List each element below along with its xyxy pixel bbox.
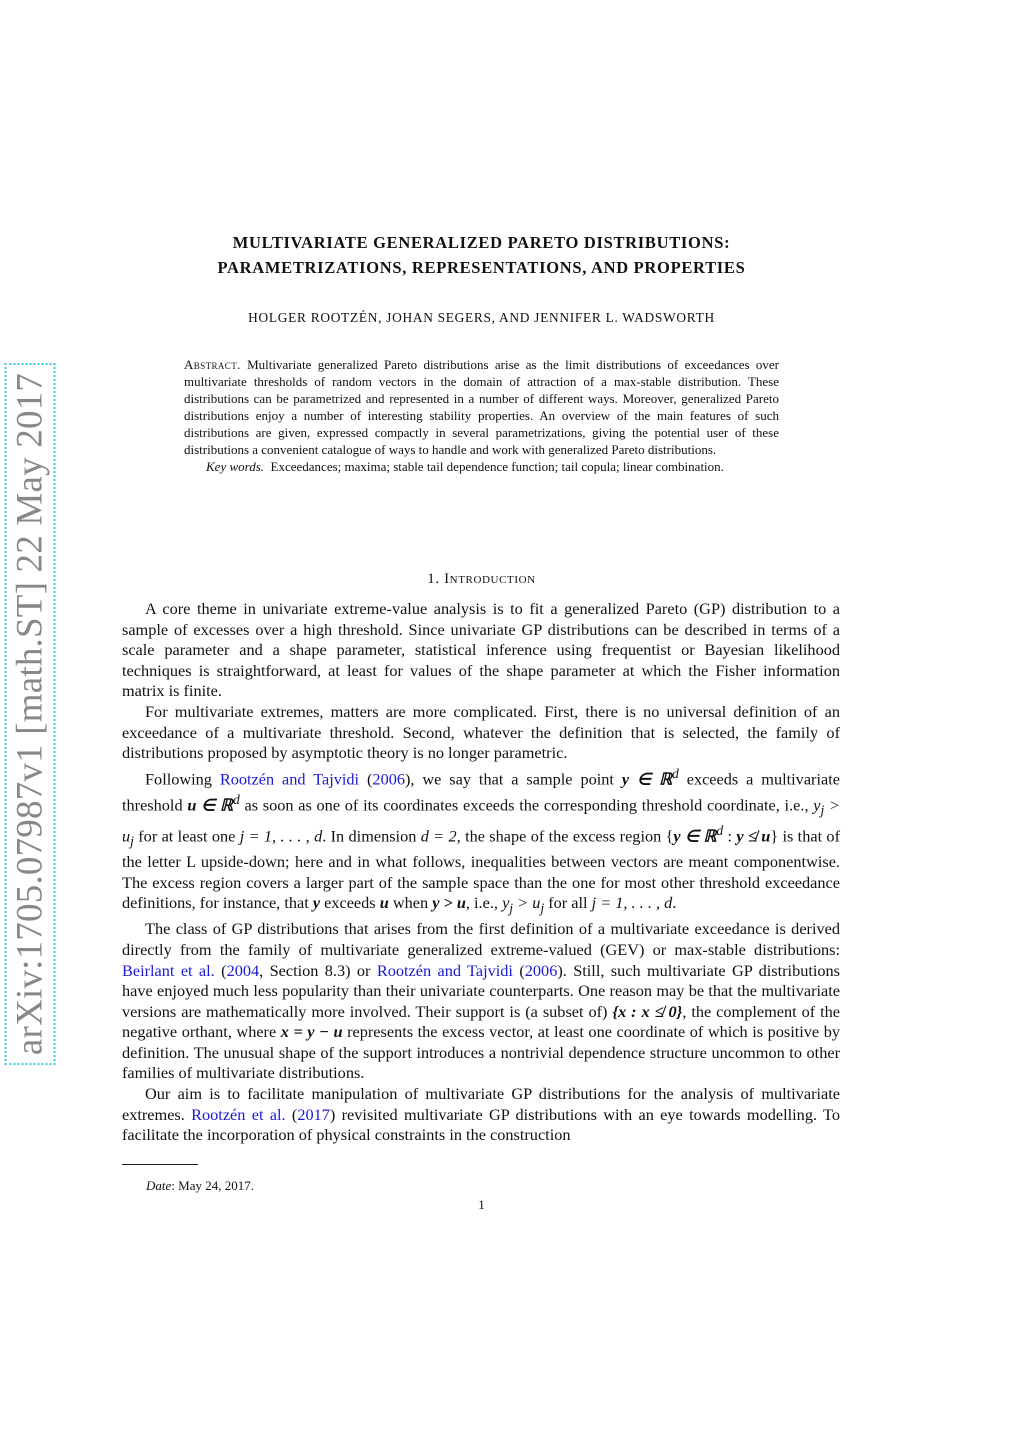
math-j-range: j = 1, . . . , d <box>239 826 323 846</box>
page-number: 1 <box>478 1197 485 1212</box>
text-run: The class of GP distributions that arises from the first definition of a multivariate exceedance is derived directly from the family of multivariate generalized extreme-valued (GEV) or max-stable distributions: <box>122 919 840 959</box>
text-run: ( <box>214 960 227 980</box>
abstract-label: Abstract. <box>184 357 241 372</box>
text-run: , Section 8.3) or <box>259 960 377 980</box>
text-run: ( <box>285 1104 298 1124</box>
math-x-eq-y-minus-u: x = y − u <box>280 1022 343 1042</box>
text-run: Our aim is to facilitate manipulation of multivariate GP distributions for the analysis of multivariate extremes. <box>122 1084 840 1124</box>
text-run: , the shape of the excess region <box>456 826 666 846</box>
text-run: when <box>388 893 433 913</box>
text-run: ( <box>359 769 373 789</box>
math-excess-body: y ≰ u <box>736 826 771 846</box>
citation-year-2006[interactable]: 2006 <box>372 769 405 789</box>
math-j-range: j = 1, . . . , d <box>591 893 673 913</box>
paragraph-1: A core theme in univariate extreme-value analysis is to fit a generalized Pareto (GP) distribution to a sample of excesses over a high threshold. Since univariate GP distributions can be described in terms of a scale parameter and a shape parameter, statistical inference using frequentist or Bayesian likelihood techniques is straightforward, at least for values of the shape parameter at which the Fisher information matrix is finite. <box>122 599 840 701</box>
abstract-text: Multivariate generalized Pareto distributions arise as the limit distributions of exceedances over multivariate thresholds of random vectors in the domain of attraction of a max-stable distribution. These distributions can be parametrized and represented in a number of different ways. Moreover, generalized Pareto distributions enjoy a number of interesting stability properties. An overview of the main features of such distributions are given, expressed compactly in several parametrizations, giving the potential user of these distributions a convenient catalogue of ways to handle and work with generalized Pareto distributions. <box>184 357 780 457</box>
text-run: ) revisited multivariate GP distributions with an eye towards modelling. To facilitate the incorporation of physical constraints in the construction <box>122 1104 840 1145</box>
math-u-in-Rd: u ∈ ℝ <box>187 795 233 815</box>
paragraph-2: For multivariate extremes, matters are more complicated. First, there is no universal definition of an exceedance of a multivariate threshold. Second, whatever the definition that is selected, the family of distributions proposed by asymptotic theory is no longer parametric. <box>122 701 840 763</box>
math-u-bold: u <box>379 893 389 913</box>
math-yj: y <box>502 893 510 913</box>
math-sup-d: d <box>232 791 240 807</box>
body-text <box>122 599 840 1146</box>
paper-title <box>120 230 843 280</box>
math-sup-d: d <box>716 823 724 839</box>
math-support-set: {x : x ≰ 0} <box>612 1001 683 1021</box>
text-run: ), we say that a sample point <box>404 769 622 789</box>
section-heading <box>120 571 843 588</box>
math-brace-close: } <box>770 826 779 846</box>
text-run: for all <box>544 893 592 913</box>
keywords-text: Exceedances; maxima; stable tail dependence function; tail copula; linear combination. <box>270 459 724 474</box>
arxiv-identifier[interactable]: arXiv:1705.07987v1 [math.ST] 22 May 2017 <box>5 363 56 1065</box>
text-run: ). Still, such multivariate GP distributions have enjoyed much less popularity than their univariate counterparts. One reason may be that the multivariate versions are mathematically more involved. Their support is (a subset of) <box>122 960 841 1021</box>
text-run: exceeds <box>320 893 380 913</box>
math-sub-j: j <box>820 802 825 818</box>
title-line-1: MULTIVARIATE GENERALIZED PARETO DISTRIBUTIONS: <box>232 233 731 252</box>
citation-rootzen-et-al[interactable]: Rootzén et al. <box>191 1104 286 1124</box>
author-list: HOLGER ROOTZÉN, JOHAN SEGERS, AND JENNIFER L. WADSWORTH <box>248 310 715 325</box>
text-run: ( <box>512 960 525 980</box>
text-run: , the complement of the negative orthant, where <box>122 1001 841 1042</box>
text-run: . In dimension <box>322 826 421 846</box>
citation-year-2004[interactable]: 2004 <box>226 960 260 980</box>
citation-year-2006[interactable]: 2006 <box>524 960 558 980</box>
footnote-label: Date <box>146 1178 172 1193</box>
section-number: 1. <box>427 571 440 587</box>
keywords-paragraph <box>184 458 779 475</box>
abstract <box>184 356 779 475</box>
paragraph-4 <box>122 919 840 1084</box>
citation-year-2017[interactable]: 2017 <box>297 1104 330 1124</box>
math-yj: y <box>813 795 821 815</box>
math-colon: : <box>723 826 737 846</box>
math-y-gt-u: y > u <box>432 893 466 913</box>
math-sub-j: j <box>540 900 545 916</box>
text-run: Following <box>145 769 220 789</box>
math-y-bold: y <box>312 893 321 913</box>
section-title: Introduction <box>444 571 536 587</box>
footnote-date <box>146 1178 254 1194</box>
text-run: , i.e., <box>465 893 503 913</box>
text-run: for at least one <box>133 826 240 846</box>
math-d-eq-2: d = 2 <box>420 826 457 846</box>
text-run: represents the excess vector, at least one coordinate of which is positive by definition. The unusual shape of the support introduces a nontrivial dependence structure uncommon to other families of multivariate distributions. <box>122 1022 840 1083</box>
citation-rootzen-tajvidi[interactable]: Rootzén and Tajvidi <box>376 960 513 980</box>
keywords-label: Key words. <box>206 459 265 474</box>
arxiv-sidebar <box>0 0 60 1449</box>
citation-beirlant[interactable]: Beirlant et al. <box>122 960 215 980</box>
math-excess-y: y ∈ ℝ <box>673 826 717 846</box>
math-sub-j: j <box>130 833 134 849</box>
text-run: is that of the letter L upside-down; here and in what follows, inequalities between vectors are meant componentwise. The excess region covers a larger part of the sample space than the one for most other threshold exceedance definitions, for instance, that <box>122 826 840 913</box>
math-sup-d: d <box>672 765 679 781</box>
citation-rootzen-tajvidi[interactable]: Rootzén and Tajvidi <box>219 769 360 789</box>
math-sub-j: j <box>509 900 514 916</box>
text-run: . <box>672 893 677 913</box>
text-run: exceeds a multivariate threshold <box>122 769 840 815</box>
math-brace-open: { <box>665 826 674 846</box>
title-line-2: PARAMETRIZATIONS, REPRESENTATIONS, AND PROPERTIES <box>217 258 746 277</box>
abstract-paragraph <box>184 356 779 458</box>
paragraph-5 <box>122 1084 840 1146</box>
footnote-rule <box>122 1164 198 1165</box>
text-run: as soon as one of its coordinates exceeds the corresponding threshold coordinate, i.e., <box>239 795 814 815</box>
footnote-text: : May 24, 2017. <box>171 1178 254 1193</box>
math-y-in-Rd: y ∈ ℝ <box>621 769 672 789</box>
paragraph-3: Following Rootzén and Tajvidi (2006), we say that a sample point y ∈ ℝ$^d$ exceeds a multivariate threshold u ∈ ℝ$^d$ as soon as one of its coordinates exceeds the corresponding threshold coordinate, i.e., $y_j > u_j$ for at least one j = 1, . . . , d. In dimension d = 2, the shape of the excess region {y ∈ ℝ$^d$ : y ≰ u} is that of the letter L upside-down; here and in what follows, inequalities between vectors are meant componentwise. The excess region covers a larger part of the sample space than the one for most other threshold exceedance definitions, for instance, that y exceeds u when y > u, i.e., $y_j > u_j$ for all j = 1, . . . , d. <box>122 765 840 916</box>
